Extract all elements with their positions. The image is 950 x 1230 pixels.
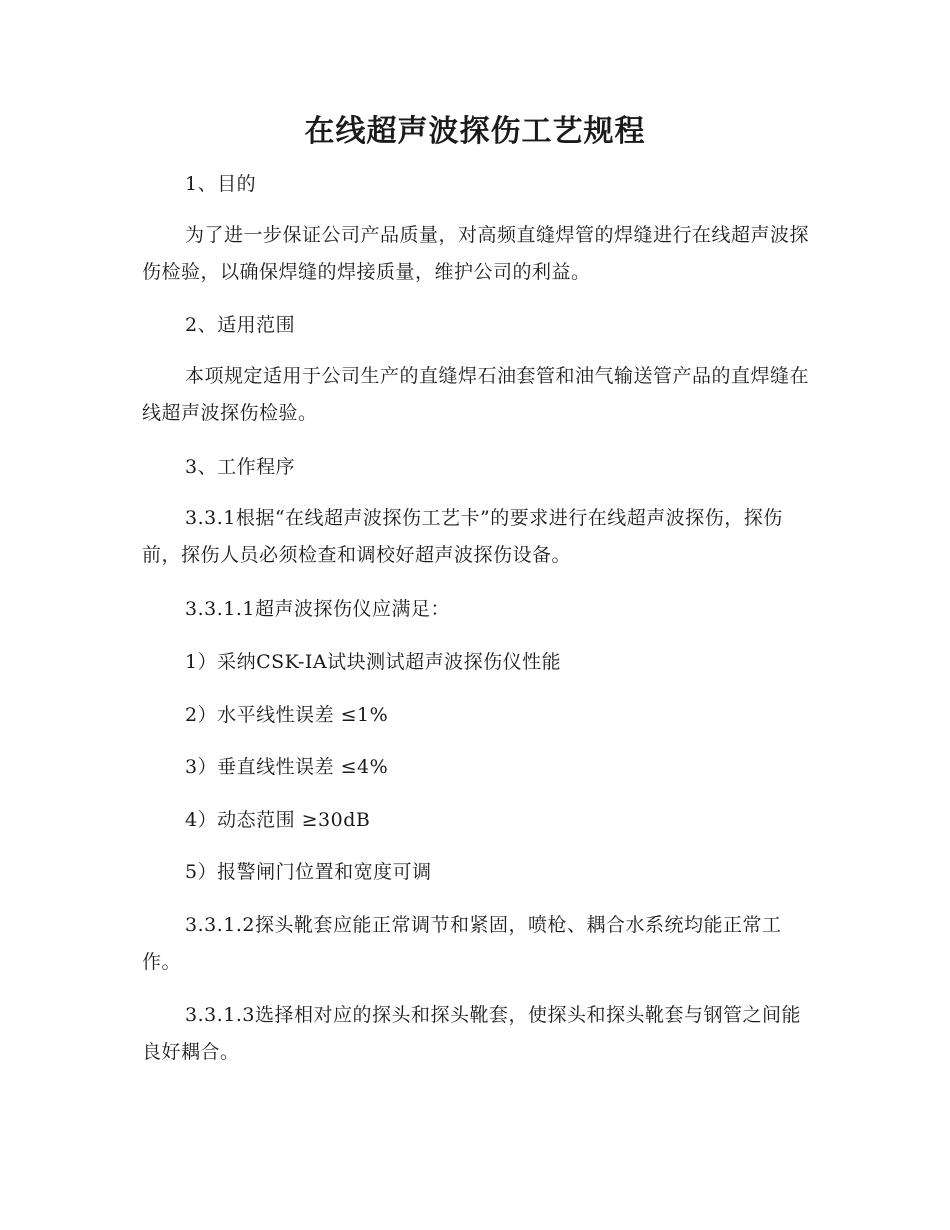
list-item-3: 3）垂直线性误差 ≤4%: [185, 756, 389, 778]
section-heading-purpose: 1、目的: [185, 173, 257, 195]
document-title: 在线超声波探伤工艺规程: [304, 114, 646, 149]
list-item-5: 5）报警闸门位置和宽度可调: [185, 861, 432, 883]
list-item-4: 4）动态范围 ≥30dB: [185, 809, 371, 831]
section-heading-procedure: 3、工作程序: [185, 456, 296, 478]
list-item-1: 1）采纳CSK-ⅠA试块测试超声波探伤仪性能: [185, 651, 562, 673]
paragraph-3-3-1-2: 3.3.1.2探头靴套应能正常调节和紧固，喷枪、耦合水系统均能正常工作。: [142, 914, 782, 973]
paragraph-3-3-1-3: 3.3.1.3选择相对应的探头和探头靴套，使探头和探头靴套与钢管之间能良好耦合。: [142, 1004, 801, 1063]
paragraph-3-3-1-1: 3.3.1.1超声波探伤仪应满足：: [185, 598, 450, 620]
paragraph-scope: 本项规定适用于公司生产的直缝焊石油套管和油气输送管产品的直焊缝在线超声波探伤检验。: [142, 365, 810, 424]
paragraph-purpose: 为了进一步保证公司产品质量，对高频直缝焊管的焊缝进行在线超声波探伤检验，以确保焊缝的焊接质量，维护公司的利益。: [142, 224, 810, 283]
section-heading-scope: 2、适用范围: [185, 314, 296, 336]
paragraph-3-3-1: 3.3.1根据“在线超声波探伤工艺卡”的要求进行在线超声波探伤，探伤前，探伤人员必须检查和调校好超声波探伤设备。: [142, 507, 783, 566]
list-item-2: 2）水平线性误差 ≤1%: [185, 704, 389, 726]
